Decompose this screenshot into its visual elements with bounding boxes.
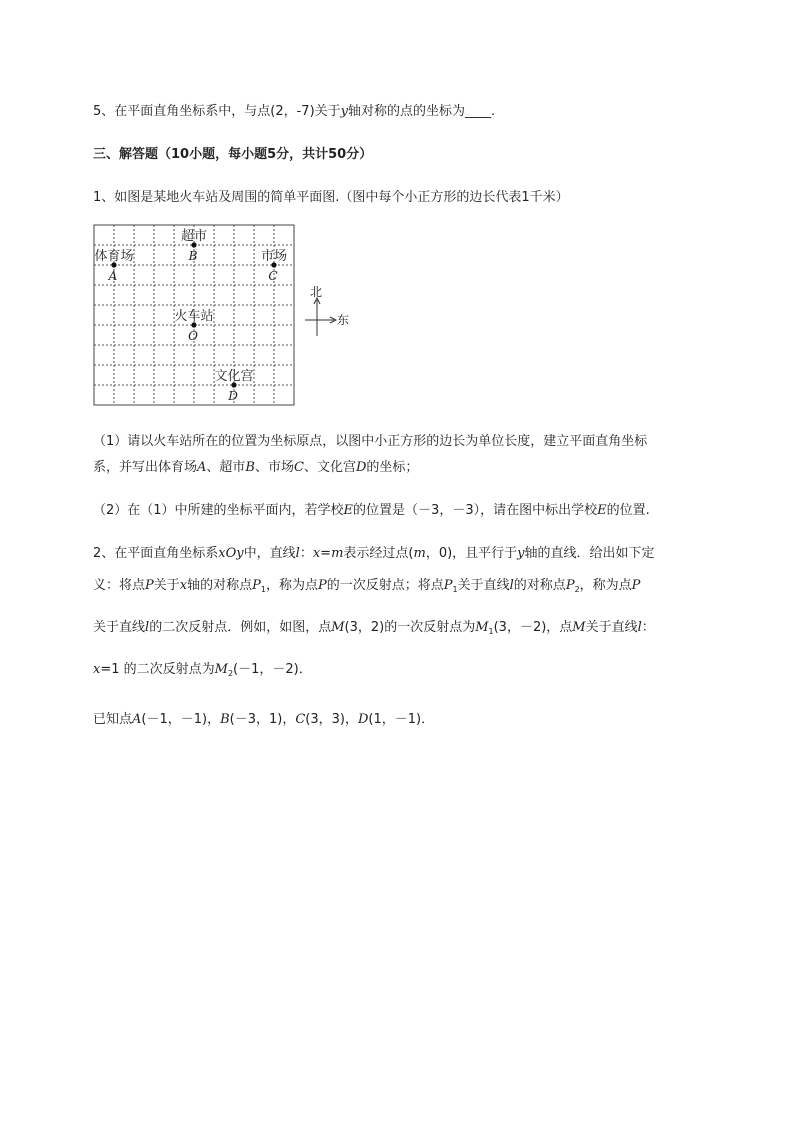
compass-east-label: 东 [337, 313, 350, 327]
answer-blank[interactable]: ____. [465, 104, 496, 119]
problem-2-given-points: 已知点A(－1，－1)，B(－3，1)，C(3，3)，D(1，－1)． [93, 712, 435, 727]
place-name-B: 超市 [180, 229, 208, 244]
place-letter-O: O [188, 329, 198, 343]
problem-1-intro: 1、如图是某地火车站及周围的简单平面图.（图中每个小正方形的边长代表1千米） [93, 190, 569, 205]
sub-question-1-line-1: （1）请以火车站所在的位置为坐标原点，以图中小正方形的边长为单位长度，建立平面直角坐标 [93, 434, 648, 449]
place-name-O: 火车站 [174, 309, 214, 324]
problem-2-line-1: 2、在平面直角坐标系xOy中，直线l：x=m表示经过点(m，0)，且平行于y轴的直线．给出如下定 [93, 546, 655, 561]
problem-2-line-4: x=1 的二次反射点为$M_2(-1$，－2)． [93, 662, 312, 678]
question-5: 5、在平面直角坐标系中，与点(2，-7)关于y轴对称的点的坐标为____. [93, 104, 496, 119]
place-name-D: 文化宫 [214, 369, 254, 384]
sub-question-1-line-2: 系，并写出体育场A、超市B、市场C、文化宫D的坐标； [93, 460, 419, 475]
place-letter-D: D [228, 389, 238, 403]
sub-question-2: （2）在（1）中所建的坐标平面内，若学校E的位置是（－3，－3），请在图中标出学校E的位置. [93, 503, 650, 518]
place-name-C: 市场 [260, 249, 288, 264]
compass-north-label: 北 [310, 285, 323, 299]
place-letter-A: A [108, 269, 118, 283]
compass [300, 284, 360, 340]
problem-2-line-3: 关于直线l的二次反射点．例如，如图，点M(3，2)的一次反射点为$M_1(3$，－2)，点M关于直线l： [93, 620, 655, 636]
place-name-A: 体育场 [94, 249, 134, 264]
section-title: 三、解答题（10小题，每小题5分，共计50分） [93, 147, 373, 162]
station-map [93, 224, 295, 406]
place-letter-B: B [188, 249, 198, 263]
place-letter-C: C [268, 269, 278, 283]
problem-2-line-2: 义：将点P关于x轴的对称点$P_1$，称为点P的一次反射点；将点$P_1$关于直线l的对称点$P_2$，称为点P [93, 578, 641, 594]
